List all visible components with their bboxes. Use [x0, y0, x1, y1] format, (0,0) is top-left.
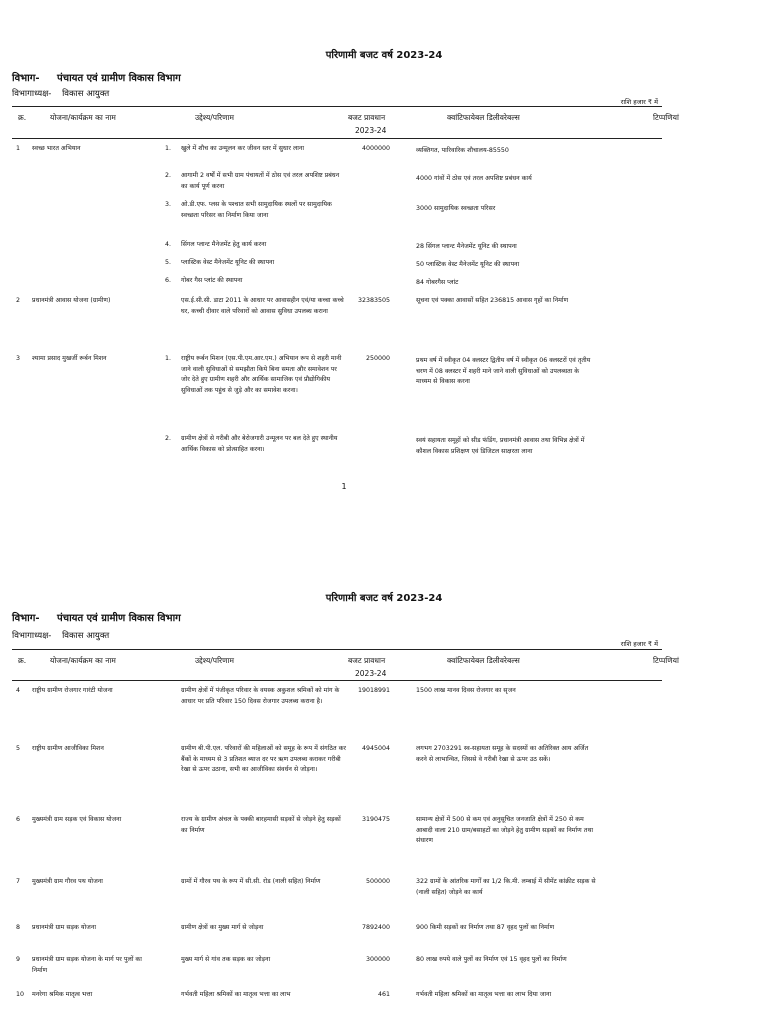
deliverable-item: 1500 लाख मानव दिवस रोजगार का सृजन — [416, 687, 516, 694]
deliverable-item: 80 लाख रुपये वाले पुलों का निर्माण एवं 15 वृहद पुलों का निर्माण — [416, 956, 567, 963]
budget-value: 4000000 — [361, 145, 390, 152]
deliverable-item: लगभग 2703291 स्व-सहायता समूह के सदस्यों का अतिरिक्त आय अर्जित करने से लाभान्वित, जिससे वे गरीबी रेखा से ऊपर उठ सकें। — [416, 745, 589, 763]
deliverable-item: सामान्य क्षेत्रों में 500 से कम एवं अनुसूचित जनजाति क्षेत्रों में 250 से कम आबादी वाला 210 ग्राम/बसाहटों का जोड़ने हेतु ग्रामीण सड़कों का निर्माण तथा संधारण — [416, 816, 593, 844]
row-number: 6 — [16, 816, 21, 823]
hod-label: विभागाध्यक्ष- — [12, 89, 52, 99]
deliverable-item: 3000 सामुदायिक स्वच्छता परिसर — [416, 205, 496, 212]
hod-value: विकास आयुक्त — [62, 631, 110, 641]
scheme-name: श्यामा प्रसाद मुखर्जी रूर्बन मिशन — [32, 355, 107, 362]
header-no: क्र. — [18, 656, 27, 665]
row-number: 8 — [16, 924, 21, 931]
department-value: पंचायत एवं ग्रामीण विकास विभाग — [57, 613, 181, 624]
budget-value: 3190475 — [361, 816, 390, 823]
row-number: 2 — [16, 297, 21, 304]
header-objective: उद्देश्य/परिणाम — [195, 656, 234, 665]
hod-label: विभागाध्यक्ष- — [12, 631, 52, 641]
deliverable-item: 28 सिंगल प्लान्ट मैनेजमेंट यूनिट की स्थापना — [416, 243, 517, 250]
header-name: योजना/कार्यक्रम का नाम — [50, 113, 116, 122]
deliverable-item: 50 प्लास्टिक वेस्ट मैनेजमेंट यूनिट की स्थापना — [416, 261, 520, 268]
budget-value: 500000 — [365, 878, 390, 885]
deliverable-item: 900 किमी सड़कों का निर्माण तथा 87 वृहद पुलों का निर्माण — [416, 924, 554, 931]
budget-value: 4945004 — [361, 745, 390, 752]
deliverable-item: 84 गोबरगैस प्लांट — [416, 279, 459, 286]
row-number: 4 — [16, 687, 21, 694]
hod-line — [12, 88, 117, 99]
budget-value: 19018991 — [357, 687, 390, 694]
table-row: 2 प्रधानमंत्री आवास योजना (ग्रामीण) एस.ई.सी.सी. डाटा 2011 के आधार पर आवासहीन एवं/या कच्चा कच्चे घर, कच्ची दीवार वाले परिवारों को आवास सुविधा उपलब्ध कराना 32383505 सूचना एवं पक्का आवासों सहित 236815 आवास गृहों का निर्माण — [0, 296, 768, 346]
hod-value: विकास आयुक्त — [62, 89, 110, 99]
scheme-name: राष्ट्रीय ग्रामीण रोजगार गारंटी योजना — [32, 687, 113, 694]
department-label: विभाग- — [12, 73, 40, 84]
divider — [12, 680, 662, 681]
deliverable-item: प्रथम वर्ष में स्वीकृत 04 क्लस्टर द्वितीय वर्ष में स्वीकृत 06 क्लस्टरों एवं तृतीय चरण में 08 क्लस्टर में शहरी माने जाने वाली सुविधाओं को उपलब्धता के माध्यम से विकास करना — [416, 357, 591, 385]
unit-note: राशि हजार ₹ में — [620, 98, 658, 106]
row-number: 9 — [16, 956, 21, 963]
budget-value: 32383505 — [357, 297, 390, 304]
header-name: योजना/कार्यक्रम का नाम — [50, 656, 116, 665]
deliverable-item: स्वयं सहायता समूहों को सीड फंडिंग, प्रधानमंत्री आवास तथा विभिन्न क्षेत्रों में कौशल विकास प्रशिक्षण एवं डिजिटल साक्षरता लाना — [416, 437, 585, 455]
table-row: 3 श्यामा प्रसाद मुखर्जी रूर्बन मिशन 250000 1. राष्ट्रीय रूर्बन मिशन (एस.पी.एम.आर.एम.) अभियान रूप से शहरी मानी जाने वाली सुविधाओं से समझौता किये बिना समता और समावेशन पर जोर देते हुए ग्रामीण शहरी और आर्थिक सामाजिक एवं प्रौद्योगिकीय सुविधाओं तक पहुंच से जुड़े और का समावेश करना। 2. ग्रामीण क्षेत्रों से गरीबी और बेरोजगारी उन्मूलन पर बल देते हुए स्थानीय आर्थिक विकास को प्रोत्साहित करना। प्रथम वर्ष में स्वीकृत 04 क्लस्टर द्वितीय वर्ष में स्वीकृत 06 क्लस्टरों एवं तृतीय चरण में 08 क्लस्टर में शहरी माने जाने वाली सुविधाओं को उपलब्धता के माध्यम से विकास करना स्वयं सहायता समूहों को सीड फंडिंग, प्रधानमंत्री आवास तथा विभिन्न क्षेत्रों में कौशल विकास प्रशिक्षण एवं डिजिटल साक्षरता लाना — [0, 354, 768, 474]
header-budget: बजट प्रावधान — [348, 113, 386, 122]
deliverable-item: 322 ग्रामों के आंतरिक मार्गों का 1/2 कि.मी. लम्बाई में सीमेंट कांक्रीट सड़क से (नाली सहित) जोड़ने का कार्य — [416, 878, 596, 896]
header-budget-year: 2023-24 — [355, 669, 387, 678]
page-2: परिणामी बजट वर्ष 2023-24 विभाग- पंचायत एवं ग्रामीण विकास विभाग विभागाध्यक्ष- विकास आयुक्त राशि हजार ₹ में क्र. योजना/कार्यक्रम का नाम उद्देश्य/परिणाम बजट प्रावधान 2023-24 क्वांटिफायेबल डिलीवरेबल्स टिप्पणियां 4 राष्ट्रीय ग्रामीण रोजगार गारंटी योजना ग्रामीण क्षेत्रों में पंजीकृत परिवार के वयस्क अकुशल श्रमिकों को मांग के आधार पर प्रति परिवार 150 दिवस रोजगार उपलब्ध कराना है। 19018991 1500 लाख मानव दिवस रोजगार का सृजन 5 राष्ट्रीय ग्रामीण आजीविका मिशन ग्रामीण बी.पी.एल. परिवारों की महिलाओं को समूह के रूप में संगठित कर बैंकों के माध्यम से 3 प्रतिशत ब्याज दर पर ऋण उपलब्ध कराकर गरीबी रेखा से ऊपर उठाना, सभी का आजीविका संवर्धन से जोड़ना। 4945004 लगभग 2703291 स्व-सहायता समूह के सदस्यों का अतिरिक्त आय अर्जित करने से लाभान्वित, जिससे वे गरीबी रेखा से ऊपर उठ सकें। 6 मुख्यमंत्री ग्राम सड़क एवं विकास योजना राज्य के ग्रामीण अंचल के पक्की बारहमासी सड़कों से जोड़ने हेतु सड़कों का निर्माण 3190475 सामान्य क्षेत्रों में 500 से कम एवं अनुसूचित जनजाति क्षेत्रों में 250 से कम आबादी वाला 210 ग्राम/बसाहटों का जोड़ने हेतु ग्रामीण सड़कों का निर्माण तथा संधारण 7 मुख्यमंत्री ग्राम गौरव पथ योजना ग्रामों में गौरव पथ के रूप में सी.सी. रोड (नाली सहित) निर्माण 500000 322 ग्रामों के आंतरिक मार्गों का 1/2 कि.मी. लम्बाई में सीमेंट कांक्रीट सड़क से (नाली सहित) जोड़ने का कार्य 8 प्रधानमंत्री ग्राम सड़क योजना ग्रामीण क्षेत्रों का मुख्य मार्ग से जोड़ना 7892400 900 किमी सड़कों का निर्माण तथा 87 वृहद पुलों का निर्माण 9 प्रधानमंत्री ग्राम सड़क योजना के मार्ग पर पुलों का निर्माण मुख्य मार्ग से गांव तक सड़क का जोड़ना 300000 80 लाख रुपये वाले पुलों का निर्माण एवं 15 वृहद पुलों का निर्माण 10 मनरेगा श्रमिक मातृत्व भत्ता गर्भवती महिला श्रमिकों का मातृत्व भत्ता का लाभ 461 गर्भवती महिला श्रमिकों का मातृत्व भत्ता का लाभ दिया जाना — [0, 540, 768, 1024]
row-number: 7 — [16, 878, 21, 885]
page-title: परिणामी बजट वर्ष 2023-24 — [325, 593, 443, 604]
row-number: 3 — [16, 355, 21, 362]
row-number: 5 — [16, 745, 21, 752]
scheme-name: राष्ट्रीय ग्रामीण आजीविका मिशन — [32, 745, 104, 752]
divider — [12, 138, 662, 139]
header-objective: उद्देश्य/परिणाम — [195, 113, 234, 122]
header-deliverables: क्वांटिफायेबल डिलीवरेबल्स — [447, 113, 520, 122]
department-line — [12, 70, 195, 84]
budget-value: 300000 — [365, 956, 390, 963]
header-budget: बजट प्रावधान — [348, 656, 386, 665]
page-title: परिणामी बजट वर्ष 2023-24 — [325, 50, 443, 61]
table-row: 1 स्वच्छ भारत अभियान 4000000 1. खुले में शौच का उन्मूलन कर जीवन स्तर में सुधार लाना 2. आगामी 2 वर्षों में सभी ग्राम पंचायतों में ठोस एवं तरल अपशिष्ट प्रबंधन का कार्य पूर्ण करना 3. ओ.डी.एफ. प्लस के पश्चात सभी सामुदायिक स्थलों पर सामुदायिक स्वच्छता परिसर का निर्माण किया जाना 4. सिंगल प्लान्ट मैनेजमेंट हेतु कार्य करना 5. प्लास्टिक वेस्ट मैनेजमेंट यूनिट की स्थापना 6. गोबर गैस प्लांट की स्थापना व्यक्तिगत, पारिवारिक शौचालय-85550 4000 गांवों में ठोस एवं तरल अपशिष्ट प्रबंधन कार्य 3000 सामुदायिक स्वच्छता परिसर 28 सिंगल प्लान्ट मैनेजमेंट यूनिट की स्थापना 50 प्लास्टिक वेस्ट मैनेजमेंट यूनिट की स्थापना 84 गोबरगैस प्लांट — [0, 144, 768, 294]
header-no: क्र. — [18, 113, 27, 122]
header-budget-year: 2023-24 — [355, 126, 387, 135]
row-number: 10 — [16, 991, 25, 998]
budget-value: 250000 — [365, 355, 390, 362]
scheme-name: प्रधानमंत्री आवास योजना (ग्रामीण) — [32, 297, 111, 304]
deliverable-item: 4000 गांवों में ठोस एवं तरल अपशिष्ट प्रबंधन कार्य — [416, 175, 532, 182]
department-label: विभाग- — [12, 613, 40, 624]
page-number: 1 — [341, 482, 347, 491]
hod-line — [12, 630, 117, 641]
deliverable-item: गर्भवती महिला श्रमिकों का मातृत्व भत्ता का लाभ दिया जाना — [416, 991, 552, 998]
deliverable-item: सूचना एवं पक्का आवासों सहित 236815 आवास गृहों का निर्माण — [416, 297, 569, 304]
header-remarks: टिप्पणियां — [653, 113, 679, 122]
divider — [12, 649, 662, 650]
budget-value: 461 — [377, 991, 390, 998]
scheme-name: प्रधानमंत्री ग्राम सड़क योजना — [32, 924, 96, 931]
scheme-name: मनरेगा श्रमिक मातृत्व भत्ता — [32, 991, 93, 998]
unit-note: राशि हजार ₹ में — [620, 640, 658, 648]
divider — [12, 106, 662, 107]
department-line — [12, 610, 195, 624]
row-number: 1 — [16, 145, 21, 152]
scheme-name: मुख्यमंत्री ग्राम गौरव पथ योजना — [32, 878, 103, 885]
header-deliverables: क्वांटिफायेबल डिलीवरेबल्स — [447, 656, 520, 665]
scheme-name: प्रधानमंत्री ग्राम सड़क योजना के मार्ग पर पुलों का निर्माण — [32, 956, 142, 974]
header-remarks: टिप्पणियां — [653, 656, 679, 665]
scheme-name: मुख्यमंत्री ग्राम सड़क एवं विकास योजना — [32, 816, 122, 823]
deliverable-item: व्यक्तिगत, पारिवारिक शौचालय-85550 — [416, 147, 509, 154]
department-value: पंचायत एवं ग्रामीण विकास विभाग — [57, 73, 181, 84]
budget-value: 7892400 — [361, 924, 390, 931]
scheme-name: स्वच्छ भारत अभियान — [32, 145, 81, 152]
